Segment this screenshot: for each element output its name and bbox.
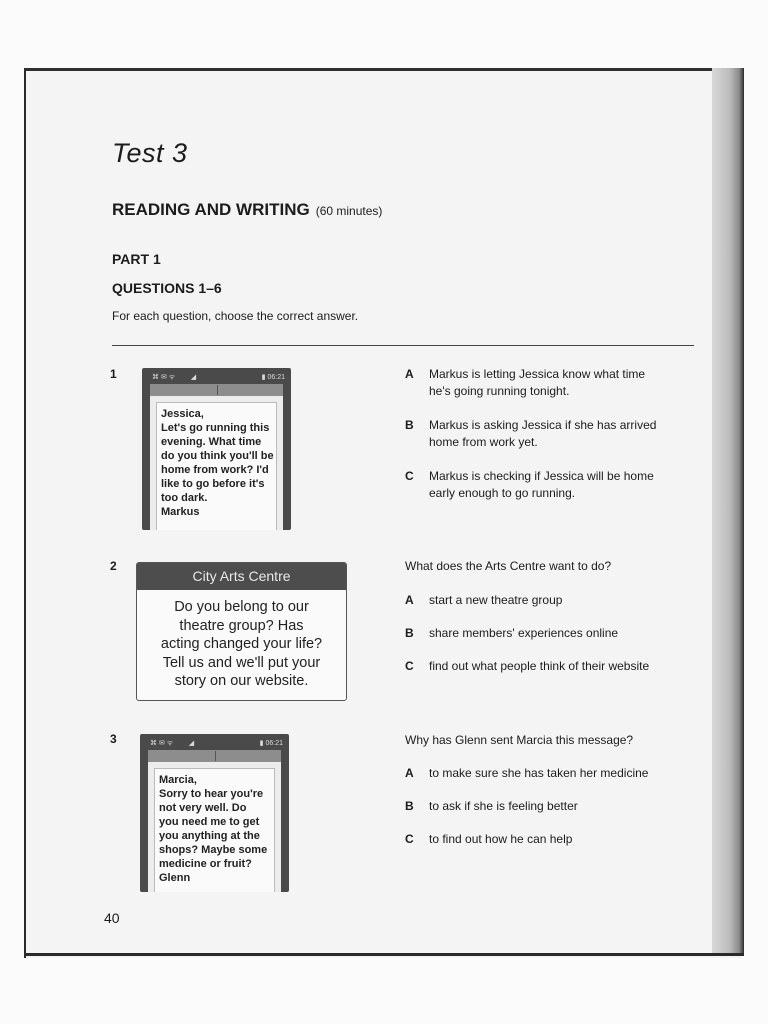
message-line: shops? Maybe some [159, 844, 268, 856]
option-text: Markus is asking Jessica if she has arrived home from work yet. [429, 418, 657, 449]
notice-line: theatre group? Has [179, 617, 304, 634]
section-time: (60 minutes) [315, 204, 383, 218]
notice-line: acting changed your life? [160, 636, 323, 652]
part-title: PART 1 [112, 251, 161, 267]
message-line: evening. What time [161, 436, 262, 448]
text-message-q3 [154, 768, 275, 892]
section-title: READING AND WRITING [112, 200, 310, 219]
option-text: Markus is letting Jessica know what time he's going running tonight. [429, 367, 646, 398]
section-heading [112, 200, 382, 220]
phone-clock: ▮ 06:21 [261, 374, 285, 381]
phone-status-bar [150, 738, 283, 748]
option-letter: A [405, 766, 414, 780]
message-line: Glenn [159, 872, 191, 884]
phone-status-bar [152, 372, 285, 382]
option-text: to ask if she is feeling better [429, 799, 578, 813]
section-divider [112, 345, 694, 346]
notice-q2 [136, 562, 347, 701]
notice-line: Do you belong to our [174, 599, 309, 615]
notice-heading: City Arts Centre [137, 563, 346, 590]
option-letter: A [405, 593, 414, 607]
page-number: 40 [104, 910, 120, 926]
option-text: share members' experiences online [429, 626, 619, 640]
option-text: to find out how he can help [429, 832, 573, 846]
message-line: do you think you'll be [161, 450, 274, 462]
message-line: Markus [161, 506, 200, 518]
message-line: medicine or fruit? [159, 858, 252, 870]
message-line: Jessica, [161, 408, 204, 420]
text-message-q1 [156, 402, 277, 530]
option-text: Markus is checking if Jessica will be home early enough to go running. [429, 469, 654, 500]
question-text-3: Why has Glenn sent Marcia this message? [405, 733, 634, 747]
phone-header-bar [150, 384, 283, 396]
option-text: find out what people think of their website [429, 659, 650, 673]
option-letter: C [405, 469, 414, 483]
page-bottom-edge [24, 953, 744, 956]
message-line: Sorry to hear you're [159, 788, 264, 800]
phone-screen-q3 [140, 734, 289, 892]
message-line: you anything at the [159, 830, 260, 842]
message-line: Let's go running this [161, 422, 270, 434]
message-line: like to go before it's [161, 478, 265, 490]
phone-screen-q1 [142, 368, 291, 530]
option-letter: B [405, 799, 414, 813]
message-line: you need me to get [159, 816, 260, 828]
option-letter: C [405, 659, 414, 673]
phone-clock: ▮ 06:21 [259, 740, 283, 747]
test-title: Test 3 [112, 138, 188, 168]
question-number-2: 2 [110, 559, 117, 573]
status-icons: ⌘ ✉ ᯤ ◢ [152, 373, 197, 381]
phone-header-bar [148, 750, 281, 762]
message-line: Marcia, [159, 774, 197, 786]
notice-body [137, 590, 346, 691]
phone-display [150, 396, 283, 530]
status-icons: ⌘ ✉ ᯤ ◢ [150, 739, 195, 747]
option-letter: C [405, 832, 414, 846]
notice-line: story on our website. [174, 673, 309, 689]
question-text-2: What does the Arts Centre want to do? [405, 559, 612, 573]
option-text: to make sure she has taken her medicine [429, 766, 649, 780]
option-text: start a new theatre group [429, 593, 563, 607]
message-line: too dark. [161, 492, 208, 504]
option-letter: B [405, 418, 414, 432]
page-edge-shadow [712, 68, 744, 955]
message-line: home from work? I'd [161, 464, 269, 476]
phone-display [148, 762, 281, 892]
option-letter: A [405, 367, 414, 381]
question-number-3: 3 [110, 732, 117, 746]
instruction-text: For each question, choose the correct answer. [112, 309, 359, 323]
questions-range: QUESTIONS 1–6 [112, 280, 222, 296]
notice-line: Tell us and we'll put your [162, 654, 321, 671]
option-letter: B [405, 626, 414, 640]
question-number-1: 1 [110, 367, 117, 381]
message-line: not very well. Do [159, 802, 247, 814]
